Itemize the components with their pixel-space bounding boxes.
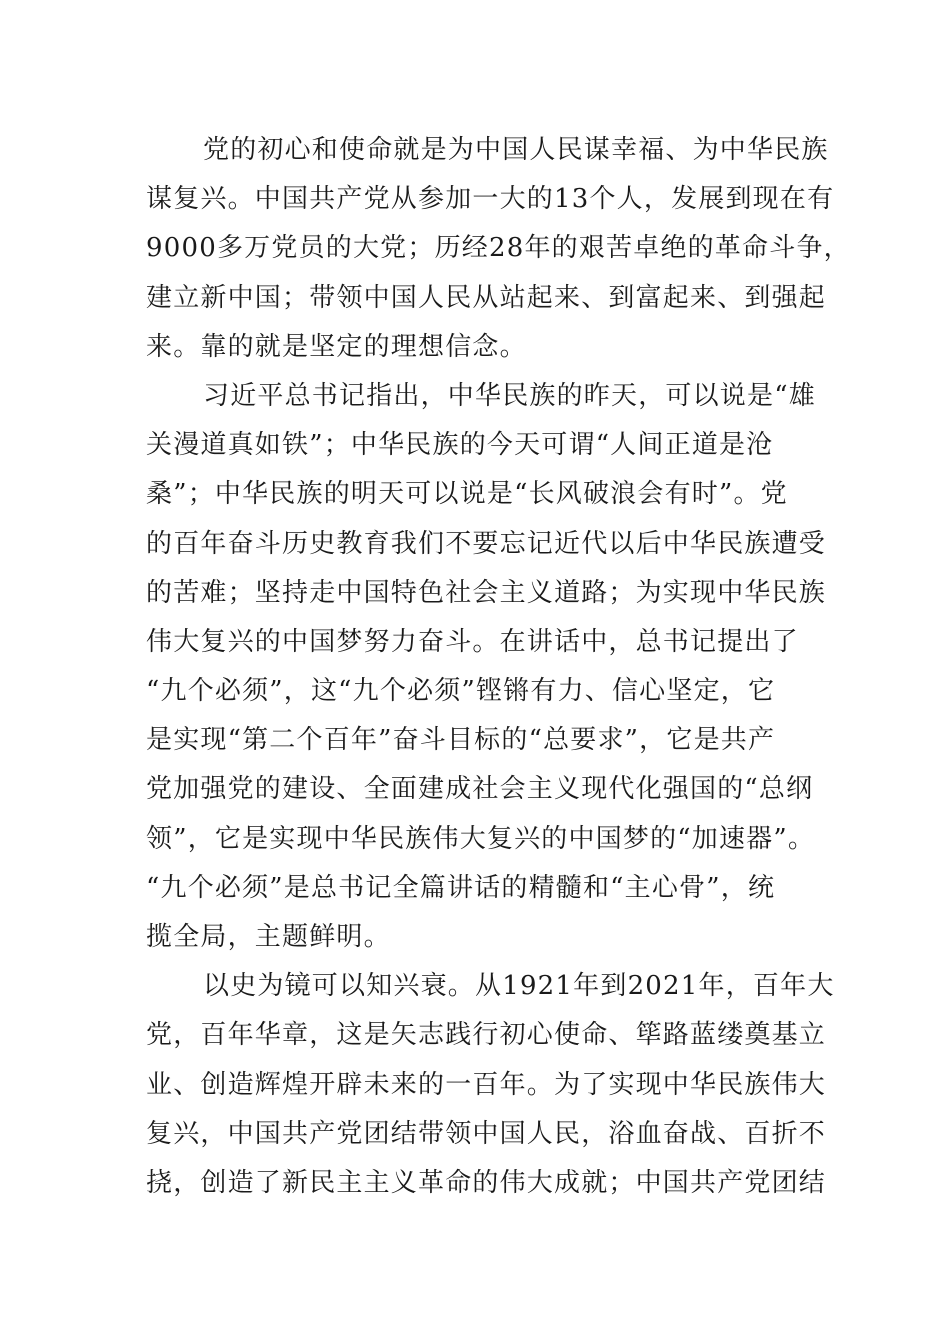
paragraph-2-line-7: “九个必须”，这“九个必须”铿锵有力、信心坚定，它	[146, 676, 776, 707]
paragraph-3-line-1: 以史为镜可以知兴衰。从1921年到2021年，百年大	[203, 971, 835, 1002]
paragraph-2-line-2: 关漫道真如铁”；中华民族的今天可谓“人间正道是沧	[146, 430, 774, 461]
paragraph-3-line-4: 复兴，中国共产党团结带领中国人民，浴血奋战、百折不	[146, 1118, 827, 1149]
paragraph-1-line-3: 9000多万党员的大党；历经28年的艰苦卓绝的革命斗争，	[146, 233, 851, 264]
paragraph-2-line-6: 伟大复兴的中国梦努力奋斗。在讲话中，总书记提出了	[146, 626, 799, 657]
paragraph-2-line-9: 党加强党的建设、全面建成社会主义现代化强国的“总纲	[146, 774, 814, 805]
paragraph-1-line-4: 建立新中国；带领中国人民从站起来、到富起来、到强起	[146, 282, 827, 313]
paragraph-2-line-4: 的百年奋斗历史教育我们不要忘记近代以后中华民族遭受	[146, 528, 827, 559]
paragraph-2-line-1: 习近平总书记指出，中华民族的昨天，可以说是“雄	[203, 380, 816, 411]
paragraph-2-line-10: 领”，它是实现中华民族伟大复兴的中国梦的“加速器”。	[146, 823, 816, 854]
paragraph-3-line-2: 党，百年华章，这是矢志践行初心使命、筚路蓝缕奠基立	[146, 1020, 827, 1051]
document-body	[146, 126, 851, 1208]
paragraph-2-line-5: 的苦难；坚持走中国特色社会主义道路；为实现中华民族	[146, 577, 827, 608]
paragraph-1-line-5: 来。靠的就是坚定的理想信念。	[146, 331, 527, 362]
paragraph-1-line-1: 党的初心和使命就是为中国人民谋幸福、为中华民族	[203, 135, 829, 165]
paragraph-2-line-11: “九个必须”是总书记全篇讲话的精髓和“主心骨”，统	[146, 872, 776, 903]
paragraph-3-line-5: 挠，创造了新民主主义革命的伟大成就；中国共产党团结	[146, 1167, 827, 1198]
paragraph-2-line-8: 是实现“第二个百年”奋斗目标的“总要求”，它是共产	[146, 725, 776, 756]
paragraph-2-line-12: 揽全局，主题鲜明。	[146, 922, 391, 952]
paragraph-2-line-3: 桑”；中华民族的明天可以说是“长风破浪会有时”。党	[146, 479, 788, 510]
paragraph-1-line-2: 谋复兴。中国共产党从参加一大的13个人，发展到现在有	[146, 184, 835, 215]
paragraph-3-line-3: 业、创造辉煌开辟未来的一百年。为了实现中华民族伟大	[146, 1069, 827, 1100]
